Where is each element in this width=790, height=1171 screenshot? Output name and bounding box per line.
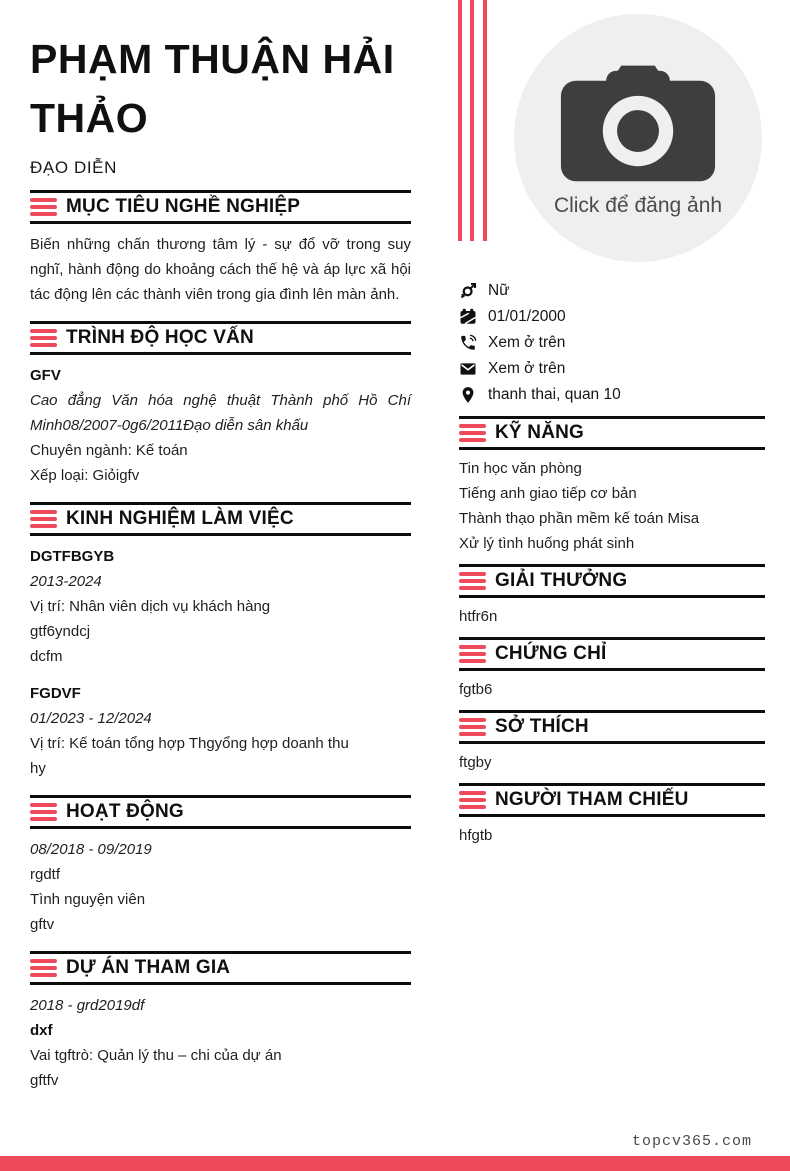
section-header [459, 637, 765, 671]
contact-text: 01/01/2000 [488, 308, 566, 325]
section-line: Biến những chấn thương tâm lý - sự đổ vỡ trong suy nghĩ, hành động do khoảng cách thế hệ và áp lực xã hội tác động lên các thành viên trong gia đình lên màn ảnh. [30, 236, 411, 303]
section-title: HOẠT ĐỘNG [66, 801, 184, 822]
section-header [30, 795, 411, 829]
contact-item [459, 330, 765, 356]
section-line: 2018 - grd2019df [30, 997, 145, 1014]
section-line: GFV [30, 367, 61, 384]
cv-section [30, 190, 411, 309]
section-line: dcfm [30, 648, 63, 665]
section-marker-icon [459, 424, 486, 442]
section-body [459, 750, 765, 779]
section-body [30, 544, 411, 783]
phone-icon [459, 334, 477, 352]
cv-section [30, 502, 411, 783]
section-line: Vị trí: Kế toán tổng hợp Thgyổng hợp doanh thu [30, 735, 349, 752]
section-header [459, 564, 765, 598]
watermark: topcv365.com [631, 1133, 752, 1150]
section-line: Thành thạo phần mềm kế toán Misa [459, 510, 700, 527]
section-title: DỰ ÁN THAM GIA [66, 957, 231, 978]
photo-upload-label: Click để đăng ảnh [553, 194, 723, 217]
section-body [30, 232, 411, 309]
section-header [30, 502, 411, 536]
section-line: rgdtf [30, 866, 61, 883]
footer-bar [0, 1156, 790, 1171]
section-body [459, 677, 765, 706]
contact-item [459, 304, 765, 330]
section-title: NGƯỜI THAM CHIẾU [495, 789, 689, 810]
section-header [459, 710, 765, 744]
email-icon [459, 360, 477, 378]
section-title: TRÌNH ĐỘ HỌC VẤN [66, 327, 254, 348]
contact-text: Xem ở trên [488, 360, 566, 377]
section-header [30, 951, 411, 985]
contact-text: Xem ở trên [488, 334, 566, 351]
contact-text: thanh thai, quan 10 [488, 386, 621, 403]
side-column [459, 278, 765, 852]
section-header [30, 190, 411, 224]
section-line: htfr6n [459, 608, 498, 625]
section-header [459, 783, 765, 817]
section-line: gftfv [30, 1072, 59, 1089]
section-header [459, 416, 765, 450]
cv-section [30, 951, 411, 1095]
contact-item [459, 382, 765, 408]
section-line: gtf6yndcj [30, 623, 91, 640]
section-header [30, 321, 411, 355]
section-marker-icon [459, 718, 486, 736]
section-line: hy [30, 760, 46, 777]
section-marker-icon [30, 329, 57, 347]
section-line: hfgtb [459, 827, 493, 844]
section-line: dxf [30, 1022, 53, 1039]
section-line: ftgby [459, 754, 492, 771]
candidate-name: PHẠM THUẬN HẢI THẢO [30, 36, 395, 141]
section-line: DGTFBGYB [30, 548, 115, 565]
section-line: FGDVF [30, 685, 81, 702]
section-marker-icon [30, 959, 57, 977]
section-title: CHỨNG CHỈ [495, 643, 607, 664]
section-line: gftv [30, 916, 55, 933]
contact-text: Nữ [488, 282, 510, 299]
cv-section [459, 783, 765, 852]
cv-section [459, 564, 765, 633]
section-marker-icon [30, 510, 57, 528]
section-line: Xử lý tình huống phát sinh [459, 535, 635, 552]
cv-section [459, 710, 765, 779]
contact-item [459, 356, 765, 382]
section-marker-icon [30, 803, 57, 821]
section-marker-icon [459, 645, 486, 663]
section-line: 08/2018 - 09/2019 [30, 841, 152, 858]
section-line: Tin học văn phòng [459, 460, 582, 477]
section-body [459, 456, 765, 560]
cv-section [30, 795, 411, 939]
section-line: 01/2023 - 12/2024 [30, 710, 152, 727]
section-line: Xếp loại: Giỏigfv [30, 467, 140, 484]
camera-icon [554, 64, 722, 188]
section-title: KINH NGHIỆM LÀM VIỆC [66, 508, 294, 529]
section-title: GIẢI THƯỞNG [495, 570, 628, 591]
main-column [30, 30, 411, 1095]
section-line: Tiếng anh giao tiếp cơ bản [459, 485, 637, 502]
section-body [30, 363, 411, 490]
section-line: 2013-2024 [30, 573, 102, 590]
decorative-stripe [483, 0, 487, 241]
section-body [459, 823, 765, 852]
section-title: MỤC TIÊU NGHỀ NGHIỆP [66, 196, 301, 217]
job-title: ĐẠO DIỄN [30, 158, 117, 177]
cv-section [30, 321, 411, 490]
section-body [30, 837, 411, 939]
section-line: Tình nguyện viên [30, 891, 146, 908]
section-body [30, 993, 411, 1095]
location-icon [459, 386, 477, 404]
section-body [459, 604, 765, 633]
cv-section [459, 416, 765, 560]
calendar-icon [459, 308, 477, 326]
cv-section [459, 637, 765, 706]
section-line: Cao đẳng Văn hóa nghệ thuật Thành phố Hồ Chí Minh08/2007-0g6/2011Đạo diễn sân khấu [30, 392, 411, 434]
gender-icon [459, 282, 477, 300]
section-marker-icon [459, 572, 486, 590]
section-line: fgtb6 [459, 681, 493, 698]
contact-list [459, 278, 765, 408]
section-line: Vị trí: Nhân viên dịch vụ khách hàng [30, 598, 271, 615]
section-marker-icon [30, 198, 57, 216]
section-title: KỸ NĂNG [495, 422, 585, 443]
section-marker-icon [459, 791, 486, 809]
section-line: Vai tgftrò: Quản lý thu – chi của dự án [30, 1047, 282, 1064]
contact-item [459, 278, 765, 304]
section-line: Chuyên ngành: Kế toán [30, 442, 188, 459]
section-title: SỞ THÍCH [495, 716, 589, 737]
photo-upload[interactable] [514, 14, 762, 262]
decorative-stripe [458, 0, 462, 241]
decorative-stripe [470, 0, 474, 241]
